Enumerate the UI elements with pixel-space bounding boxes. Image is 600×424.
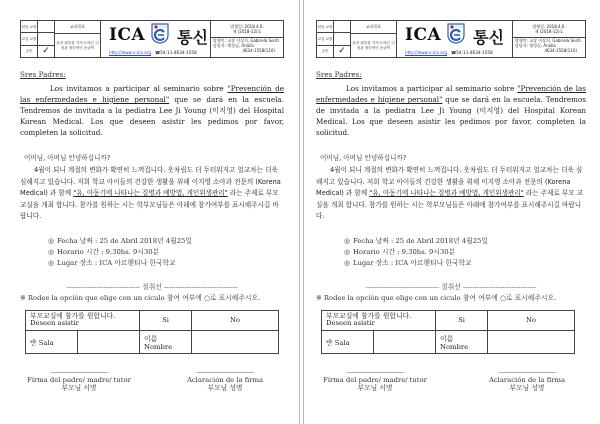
cut-line-label: 절취선 (142, 282, 162, 291)
name-field[interactable] (488, 330, 575, 353)
signature-label-kr: 부모님 서명 (357, 383, 393, 392)
issue-number: 제 (2018-12)호 (534, 29, 564, 34)
spanish-paragraph (20, 83, 284, 138)
approval-label: 교감 교장 (317, 33, 334, 44)
event-place (344, 258, 586, 269)
signature-line: -------------------------------- (50, 367, 108, 376)
attendance-question (26, 310, 140, 330)
korean-text: 4월이 되니 계절의 변화가 확연히 느껴집니다. 옷차림도 더 두터워지고 일교차는 더욱 심해지고 있습니다. 저희 학교 아이들의 건강한 생활을 위해 이지영 소아과 전문의 (Korena Medical) 과 함께 (316, 166, 583, 197)
dashes: -------------------------------- (66, 282, 140, 291)
name-clarification[interactable] (468, 368, 586, 392)
seminar-topic-es: "Prevención de las enfermedades e higiene personal" (316, 84, 586, 104)
logo-box (101, 21, 211, 57)
detail-text: Horario 시간 : 9.30hs. 9시30분 (56, 247, 160, 256)
dashes: -------------------------------- (463, 282, 537, 291)
education-goal-box (351, 21, 397, 57)
cut-line (316, 281, 586, 291)
school-phone: ☎54-11-4634-1558 (155, 50, 197, 55)
checkmark-icon: ✓ (42, 45, 50, 56)
name-field[interactable] (192, 330, 279, 353)
signature-label-kr: 부모님 성명 (509, 383, 545, 392)
seminar-topic-kr: "유, 아동기에 나타나는 질병과 예방법, 개인위생관리" (73, 189, 228, 197)
approval-label: 공문 (21, 46, 38, 57)
goal-text: 꿈과 희망을 가지고 바른 인성과 창의적인 어린이 (352, 41, 395, 50)
bullet-icon: ◎ (48, 258, 54, 267)
signature-line: -------------------------------- (346, 367, 404, 376)
dashes: -------------------------------- (164, 282, 238, 291)
approval-box (21, 21, 55, 57)
signature-line: -------------------------------- (196, 367, 254, 376)
approval-label: 담임 교장 (317, 21, 334, 32)
newsletter-title: 통신 (177, 28, 208, 47)
approval-value (38, 21, 54, 32)
goal-text: 꿈과 희망을 가지고 바른 인성과 창의적인 어린이 (56, 41, 99, 50)
detail-text: Lugar 장소 : ICA 아르헨티나 한국학교 (56, 258, 176, 267)
signature-label-es: Firma del padre/ madre/ tutor (27, 375, 131, 384)
dashes: -------------------------------- (365, 282, 439, 291)
goal-title: 교육목표 (55, 21, 100, 34)
issue-info-box (513, 21, 585, 57)
issue-date: 발행일: 2018.4.6. (230, 24, 264, 29)
signature-label-kr: 부모님 성명 (207, 383, 243, 392)
school-website-link[interactable]: http://www.s-ica.org (109, 50, 151, 55)
seminar-topic-kr: "유, 아동기에 나타나는 질병과 예방법, 개인위생관리" (369, 189, 524, 197)
attendance-form (321, 310, 575, 354)
school-emblem-icon (151, 23, 169, 44)
school-emblem-icon (447, 23, 465, 44)
korean-greeting: 어머님, 아버님 안녕하십니까? (320, 154, 407, 162)
question-kr: 부모교실에 참가를 원합니다. (30, 312, 116, 320)
bullet-icon: ◎ (48, 247, 54, 256)
signature-label-es: Aclaración de la firma (488, 375, 566, 384)
spanish-text: que se dará en la escuela. Tendremos de invitada a la pediatra Lee Ji Young (이지영) del Hospital Korean Medical. Los que deseen asistir les pedimos por favor, completen la solicitud. (316, 95, 586, 137)
issue-info-box (211, 21, 283, 57)
name-label: 이름 Nombre (436, 330, 488, 353)
class-field[interactable] (78, 330, 140, 353)
option-no[interactable]: No (192, 310, 279, 330)
korean-text: 라는 주제로 부모 교실을 개최 합니다. 참가를 원하는 시는 학부모님들은 아래에 참가여부를 표시해주시길 바랍니다. (20, 189, 279, 220)
issue-date: 발행일: 2018.4.6. (532, 24, 566, 29)
instruction: ※ Rodee la opción que elige con un ciculo 참여 여부에 ○로 표시해주시오. (316, 293, 557, 302)
approval-label: 공문 (317, 46, 334, 57)
bullet-icon: ◎ (344, 258, 350, 267)
issue-number: 제 (2018-12)호 (232, 29, 262, 34)
detail-text: Fecha 날짜 : 25 de Abril 2018년 4월25일 (352, 236, 488, 245)
goal-title: 교육목표 (351, 21, 396, 34)
salutation: Sres Padres: (316, 70, 362, 79)
event-time (344, 247, 586, 258)
bullet-icon: ◎ (48, 236, 54, 245)
event-place (48, 258, 284, 269)
bullet-icon: ◎ (344, 236, 350, 245)
event-date (344, 236, 586, 247)
event-details (48, 236, 284, 269)
logo-text: ICA (109, 25, 146, 45)
korean-paragraph (316, 165, 586, 223)
approval-value (38, 33, 54, 44)
publisher: 발행인: 교장 이상희, Gabriela Soriti (213, 38, 279, 43)
class-label: 반 Sala (322, 330, 374, 353)
contact-phone: 4634-1558(110) (544, 47, 577, 53)
logo-text: ICA (405, 25, 442, 45)
question-es: Deseen asistir (326, 319, 375, 327)
event-date (48, 236, 284, 247)
korean-text: 라는 주제로 부모 교실을 개최 합니다. 참가를 원하는 시는 학부모님들은 아래에 참가여부를 표시해주시길 바랍니다. (316, 189, 584, 220)
name-label: 이름 Nombre (140, 330, 192, 353)
contact-phone: 4634-1558(110) (242, 47, 275, 53)
newsletter-header (316, 20, 586, 58)
contact-person: 담당자: 행정실, Analia (515, 42, 556, 48)
signature-line: -------------------------------- (498, 367, 556, 376)
cut-line (20, 281, 284, 291)
cut-line-label: 절취선 (441, 282, 461, 291)
question-kr: 부모교실에 참가를 원합니다. (326, 312, 412, 320)
education-goal-box (55, 21, 101, 57)
newsletter-page-right (303, 0, 600, 424)
detail-text: Lugar 장소 : ICA 아르헨티나 한국학교 (352, 258, 472, 267)
event-details (344, 236, 586, 269)
spanish-text: que se dará en la escuela. Tendremos de invitada a la pediatra Lee Ji Young (이지영) del Hospital Korean Medical. Los que deseen asistir les pedimos por favor, completen la solicitud. (20, 95, 284, 137)
class-label: 반 Sala (26, 330, 78, 353)
question-es: Deseen asistir (30, 319, 79, 327)
salutation: Sres Padres: (20, 70, 66, 79)
spanish-text: Los invitamos a participar al seminario sobre (346, 84, 518, 93)
class-field[interactable] (374, 330, 436, 353)
contact-person: 담당자: 행정실, Analia (213, 42, 254, 48)
logo-box (397, 21, 513, 57)
checkmark-icon: ✓ (338, 45, 346, 56)
newsletter-header (20, 20, 284, 58)
letter-body (316, 70, 586, 392)
korean-paragraph (20, 165, 284, 223)
school-website-link[interactable]: http://www.s-ica.org (405, 50, 447, 55)
approval-box (317, 21, 351, 57)
detail-text: Fecha 날짜 : 25 de Abril 2018년 4월25일 (56, 236, 192, 245)
approval-value (334, 33, 350, 44)
name-clarification[interactable] (166, 368, 284, 392)
option-yes[interactable]: Si (140, 310, 192, 330)
signature-section (20, 368, 284, 392)
bullet-icon: ◎ (344, 247, 350, 256)
detail-text: Horario 시간 : 9.30hs. 9시30분 (352, 247, 456, 256)
option-yes[interactable]: Si (436, 310, 488, 330)
attendance-form (25, 310, 279, 354)
signature-section (316, 368, 586, 392)
seminar-topic-es: "Prevención de las enfermedades e higiene personal" (20, 84, 285, 104)
newsletter-title: 통신 (473, 28, 504, 47)
approval-value (334, 21, 350, 32)
signature-label-es: Firma del padre/ madre/ tutor (323, 375, 427, 384)
option-no[interactable]: No (488, 310, 575, 330)
approval-label: 담임 교장 (21, 21, 38, 32)
spanish-paragraph (316, 83, 586, 138)
signature-label-es: Aclaración de la firma (186, 375, 264, 384)
parent-signature[interactable] (316, 368, 434, 392)
instruction: ※ Rodee la opción que elige con un ciculo 참여 여부에 ○로 표시해주시오. (20, 293, 261, 302)
event-time (48, 247, 284, 258)
approval-label: 교감 교장 (21, 33, 38, 44)
school-phone: ☎54-11-4634-1558 (451, 50, 493, 55)
spanish-text: Los invitamos a participar al seminario sobre (50, 84, 228, 93)
attendance-question (322, 310, 436, 330)
publisher: 발행인: 교장 이상희, Gabriela Soriti (515, 38, 581, 43)
letter-body (20, 70, 284, 392)
korean-text: 4월이 되니 계절의 변화가 확연히 느껴집니다. 옷차림도 더 두터워지고 일교차는 더욱 심해지고 있습니다. 저희 학교 아이들의 건강한 생활을 위해 이지영 소아과 전문의 (Korena Medical) 과 함께 (20, 166, 281, 197)
signature-label-kr: 부모님 서명 (61, 383, 97, 392)
korean-greeting: 어머님, 아버님 안녕하십니까? (24, 154, 111, 162)
parent-signature[interactable] (20, 368, 138, 392)
